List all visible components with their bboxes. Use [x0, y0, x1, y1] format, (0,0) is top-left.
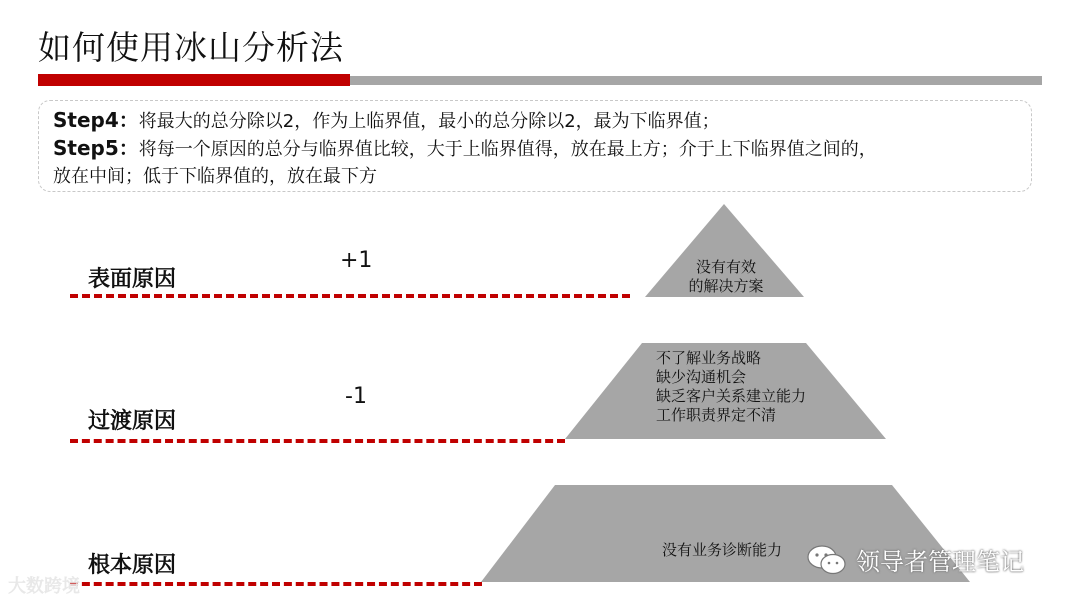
level-label-surface: 表面原因	[88, 267, 177, 292]
cause-item: 不了解业务战略	[656, 349, 762, 367]
step4-text: 将最大的总分除以2，作为上临界值，最小的总分除以2，最为下临界值；	[138, 111, 720, 132]
level-label-root: 根本原因	[88, 553, 177, 578]
iceberg-base-text	[662, 541, 782, 560]
cause-item: 没有有效	[695, 258, 756, 276]
iceberg-tip-text	[686, 258, 766, 296]
level-label-transition: 过渡原因	[88, 409, 177, 434]
cause-item: 工作职责界定不清	[656, 406, 777, 424]
cause-item: 没有业务诊断能力	[662, 541, 783, 559]
divider-surface	[70, 294, 630, 298]
watermark-right-text: 领导者管理笔记	[856, 548, 1024, 576]
cause-item: 的解决方案	[688, 277, 764, 295]
watermark-right	[806, 542, 1024, 577]
cause-item: 缺少沟通机会	[656, 368, 747, 386]
wechat-icon	[806, 543, 848, 577]
watermark-left: 大数跨境	[8, 576, 80, 597]
step4-key: Step4：	[53, 108, 139, 132]
step5-text-continued: 放在中间；低于下临界值的，放在最下方	[53, 166, 377, 187]
divider-transition	[70, 439, 565, 443]
score-transition: -1	[345, 384, 367, 409]
divider-root	[70, 582, 482, 586]
step5-text: 将每一个原因的总分与临界值比较，大于上临界值得，放在最上方；介于上下临界值之间的，	[138, 139, 877, 160]
score-surface: +1	[340, 248, 373, 273]
step5-key: Step5：	[53, 136, 139, 160]
iceberg-middle-text	[656, 349, 806, 425]
page-title: 如何使用冰山分析法	[38, 28, 344, 67]
cause-item: 缺乏客户关系建立能力	[656, 387, 807, 405]
